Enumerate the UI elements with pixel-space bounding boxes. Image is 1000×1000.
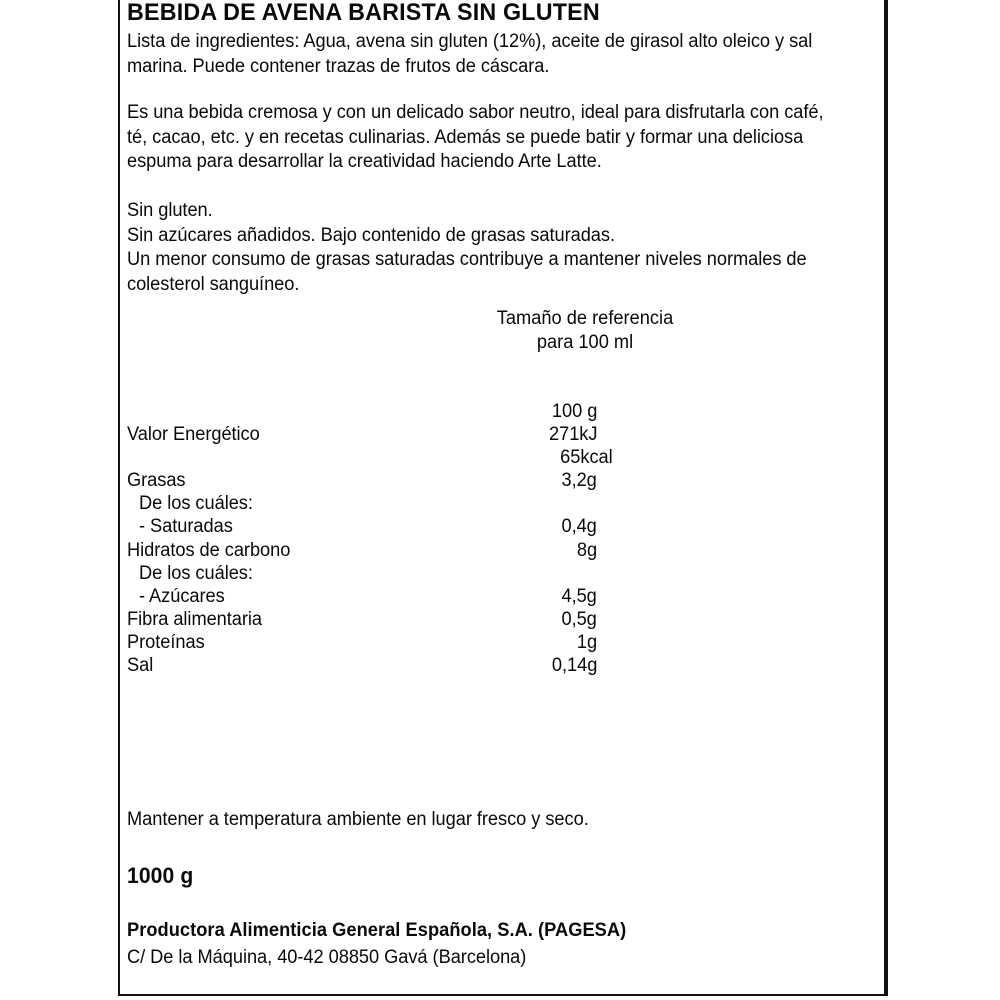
nutrition-row — [127, 424, 597, 447]
ingredients-list: Lista de ingredientes: Agua, avena sin gluten (12%), aceite de girasol alto oleico y sal marina. Puede contener trazas de frutos de cáscara. — [127, 31, 813, 77]
nutrition-row-label: - Azúcares — [139, 585, 225, 607]
nutrition-row — [127, 516, 597, 539]
nutrition-row-value: 3,2g — [561, 470, 597, 492]
nutrition-row — [127, 401, 597, 424]
nutrition-row — [127, 470, 597, 493]
product-description: Es una bebida cremosa y con un delicado sabor neutro, ideal para disfrutarla con café, té, cacao, etc. y en recetas culinarias. Además se puede batir y formar una deliciosa espuma para desarrollar la creatividad haciendo Arte Latte. — [127, 102, 824, 172]
reference-size-line-2: para 100 ml — [536, 332, 634, 353]
nutrition-row-label: Fibra alimentaria — [127, 608, 263, 630]
nutrition-label-frame — [118, 0, 888, 996]
nutrition-row-label: Sal — [127, 655, 154, 677]
nutrition-row-value: 8g — [576, 539, 597, 561]
product-title: BEBIDA DE AVENA BARISTA SIN GLUTEN — [127, 0, 600, 26]
producer-address: C/ De la Máquina, 40-42 08850 Gavá (Barcelona) — [127, 947, 527, 968]
nutrition-row-value: 271kJ — [548, 424, 597, 446]
nutrition-row-label: De los cuáles: — [139, 562, 253, 584]
claim-line: Sin gluten. — [127, 200, 213, 221]
nutrition-row — [127, 655, 597, 678]
nutrition-row — [127, 632, 597, 655]
reference-size-line-1: Tamaño de referencia — [496, 308, 674, 329]
net-weight: 1000 g — [127, 863, 194, 888]
claim-line: Un menor consumo de grasas saturadas contribuye a mantener niveles normales de colesterol sanguíneo. — [127, 249, 807, 295]
nutrition-row-label: Valor Energético — [127, 424, 260, 446]
nutrition-row-value: 1g — [576, 631, 597, 653]
nutrition-row — [127, 609, 597, 632]
nutrition-row-label: Hidratos de carbono — [127, 539, 291, 561]
nutrition-row-value: 100 g — [551, 401, 597, 422]
nutrition-row-value: 0,14g — [551, 655, 597, 677]
claim-line: Sin azúcares añadidos. Bajo contenido de grasas saturadas. — [127, 224, 615, 246]
nutrition-row — [127, 540, 597, 563]
nutrition-row — [127, 447, 613, 470]
nutrition-row-value: 0,5g — [561, 608, 597, 630]
nutrition-row-label: - Saturadas — [139, 516, 233, 538]
nutrition-row-value: 4,5g — [561, 585, 597, 607]
nutrition-row-value: 0,4g — [561, 516, 597, 538]
nutrition-row-label: De los cuáles: — [139, 493, 253, 515]
nutrition-table — [127, 401, 613, 678]
nutrition-row-label: Proteínas — [127, 631, 205, 653]
nutrition-claims — [127, 199, 839, 297]
nutrition-row — [127, 563, 597, 586]
storage-instructions: Mantener a temperatura ambiente en lugar fresco y seco. — [127, 809, 589, 830]
nutrition-row-label: Grasas — [127, 470, 186, 492]
label-content — [120, 0, 884, 994]
nutrition-row — [127, 586, 597, 609]
nutrition-row — [127, 493, 597, 516]
producer-name: Productora Alimenticia General Española, S.A. (PAGESA) — [127, 920, 627, 941]
nutrition-table-header — [427, 307, 744, 355]
nutrition-row-value: 65kcal — [560, 447, 613, 469]
